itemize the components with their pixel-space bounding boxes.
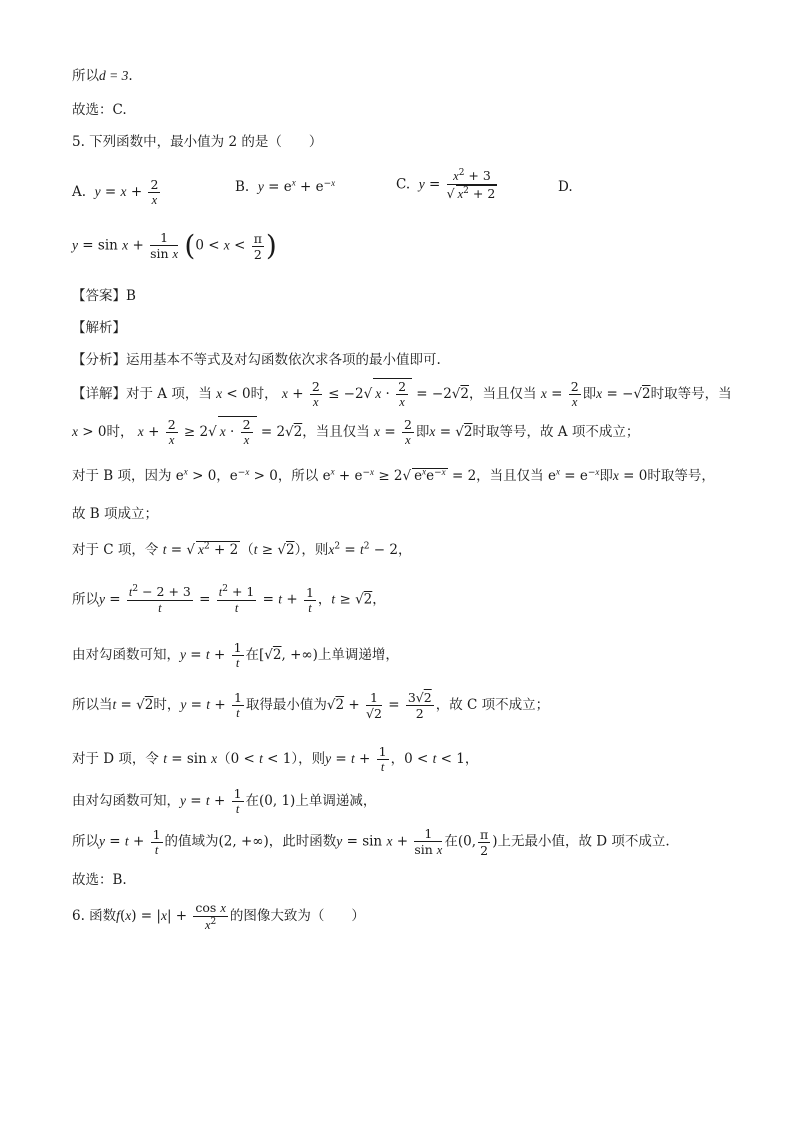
option-b-label: B. xyxy=(235,179,250,195)
text: 所以 xyxy=(72,591,99,608)
text: ，当且仅当 xyxy=(469,386,537,402)
option-d-label: D. xyxy=(558,179,573,195)
detail-d-line-3: 所以y = t + $\frac{1}{t}$ 的值域为(2, +∞)，此时函数y = sin x + $\frac{1}{\text{sin x}}$ 在(0, $\frac{\pi}{2}$ )上无最小值，故 D 项不成立. xyxy=(72,826,670,858)
final-choice: 故选：B. xyxy=(72,872,127,888)
text: 在 xyxy=(245,647,260,663)
text: 即 xyxy=(582,386,597,402)
option-a: A. y = x + $\frac{2}{x}$ xyxy=(72,177,159,207)
detail-c-line-4: 所以当t = √2时，y = t + $\frac{1}{t}$ 取得最小值为√2 + $\frac{1}{√2}$ = $\frac{3√2}{2}$ ，故 C 项不成立； xyxy=(72,690,550,721)
detail-d-line-2: 由对勾函数可知，y = t + $\frac{1}{t}$ 在(0, 1)上单调递减， xyxy=(72,786,377,816)
text: 上单调递减， xyxy=(295,793,377,809)
text: ，所以 xyxy=(277,468,319,484)
text: 所以 xyxy=(72,68,99,84)
period: . xyxy=(128,68,133,84)
text: 时， xyxy=(250,386,278,402)
text: 对于 D 项，令 xyxy=(72,751,159,767)
detail-a-line-2: x > 0时， x + $\frac{2}{x}$ ≥ 2√ x · $\frac{2}{x}$ = 2√2，当且仅当 x = $\frac{2}{x}$ 即x = √2时取等号，故 A 项不成立； xyxy=(72,417,640,447)
option-b: B. $y = e^x + e^{-x}$ xyxy=(235,177,336,195)
detail-a-line-1: 【详解】对于 A 项，当 x < 0时， x + $\frac{2}{x}$ ≤ −2√ x · $\frac{2}{x}$ = −2√2，当且仅当 x = $\frac{2}{x}$ 即x = −√2时取等号，当 xyxy=(72,379,732,409)
analysis-label: 【解析】 xyxy=(72,320,126,336)
option-c: C. y = $\frac{x^2 + 3}{√ x^2 + 2}$ xyxy=(396,167,496,201)
detail-c-line-2: 所以y = $\frac{t^2 - 2 + 3}{t}$ = $\frac{t^2 + 1}{t}$ = t + $\frac{1}{t}$ ，t ≥ √2， xyxy=(72,583,386,615)
text: 即 xyxy=(599,468,613,484)
text: 即 xyxy=(415,424,430,440)
text: 的图像大致为（ ） xyxy=(229,908,365,924)
text: 6. 函数 xyxy=(72,908,117,924)
text: 对于 C 项，令 xyxy=(72,542,159,558)
text: 时， xyxy=(153,697,181,713)
text: 对于 B 项，因为 xyxy=(72,468,172,484)
text: 时取等号， xyxy=(647,468,715,484)
detail-c-line-3: 由对勾函数可知，y = t + $\frac{1}{t}$ 在[√2, +∞)上单调递增， xyxy=(72,640,399,670)
text: 对于 A 项，当 xyxy=(126,386,212,402)
question-6-stem: 6. 函数f(x) = |x| + $\frac{\text{cos x}}{x^2}$ 的图像大致为（ ） xyxy=(72,900,365,932)
math-d-eq-3: d = 3 xyxy=(99,68,129,83)
text: 由对勾函数可知， xyxy=(72,647,180,663)
text: 上无最小值，故 D 项不成立. xyxy=(497,833,670,850)
text: ，则 xyxy=(301,542,329,558)
detail-d-line-1: 对于 D 项，令 t = sin x（0 < t < 1），则y = t + $\frac{1}{t}$ ，0 < t < 1， xyxy=(72,744,479,774)
detail-b-line-1: 对于 B 项，因为 $e^x > 0$，$e^{-x} > 0$，所以 $e^x + e^{-x} \ge 2√$ $e^xe^{-x} = 2$，当且仅当 $e^x = e^{-x}$即x = 0时取等号， xyxy=(72,466,715,484)
text: 取得最小值为 xyxy=(245,697,327,713)
answer-label: 【答案】B xyxy=(72,288,136,304)
text: 在 xyxy=(245,793,260,809)
option-c-label: C. xyxy=(396,176,411,193)
conclusion-d xyxy=(72,66,734,86)
analysis-summary: 【分析】运用基本不等式及对勾函数依次求各项的最小值即可. xyxy=(72,352,441,368)
text: ，当且仅当 xyxy=(476,468,544,484)
text: 由对勾函数可知， xyxy=(72,793,180,809)
text: 时取等号，故 A 项不成立； xyxy=(472,424,640,440)
choose-c: 故选：C. xyxy=(72,102,127,118)
detail-b-line-2: 故 B 项成立； xyxy=(72,506,159,522)
option-d: y = sin x + $\frac{1}{\text{sin x}}$ (0 < x < $\frac{\pi}{2}$ ) xyxy=(72,229,277,262)
text: ，当且仅当 xyxy=(302,424,370,440)
text: 所以 xyxy=(72,833,99,850)
text: ，此时函数 xyxy=(268,833,337,850)
text: ，故 C 项不成立； xyxy=(435,697,550,713)
question-5-stem: 5. 下列函数中，最小值为 2 的是（ ） xyxy=(72,134,323,150)
text: 上单调递增， xyxy=(317,647,399,663)
detail-label: 【详解】 xyxy=(72,386,126,402)
detail-c-line-1: 对于 C 项，令 t = √ $x^2 + 2$ （t ≥ √2），则$x^2 = t^2 - 2$， xyxy=(72,541,412,558)
text: 时取等号，当 xyxy=(650,386,732,402)
question-5-options xyxy=(72,168,734,212)
text: 在 xyxy=(444,833,458,850)
text: 的值域为 xyxy=(164,833,219,850)
text: 时， xyxy=(106,424,134,440)
option-a-label: A. xyxy=(72,184,87,200)
text: ，则 xyxy=(298,751,326,767)
text: 所以当 xyxy=(72,697,113,713)
